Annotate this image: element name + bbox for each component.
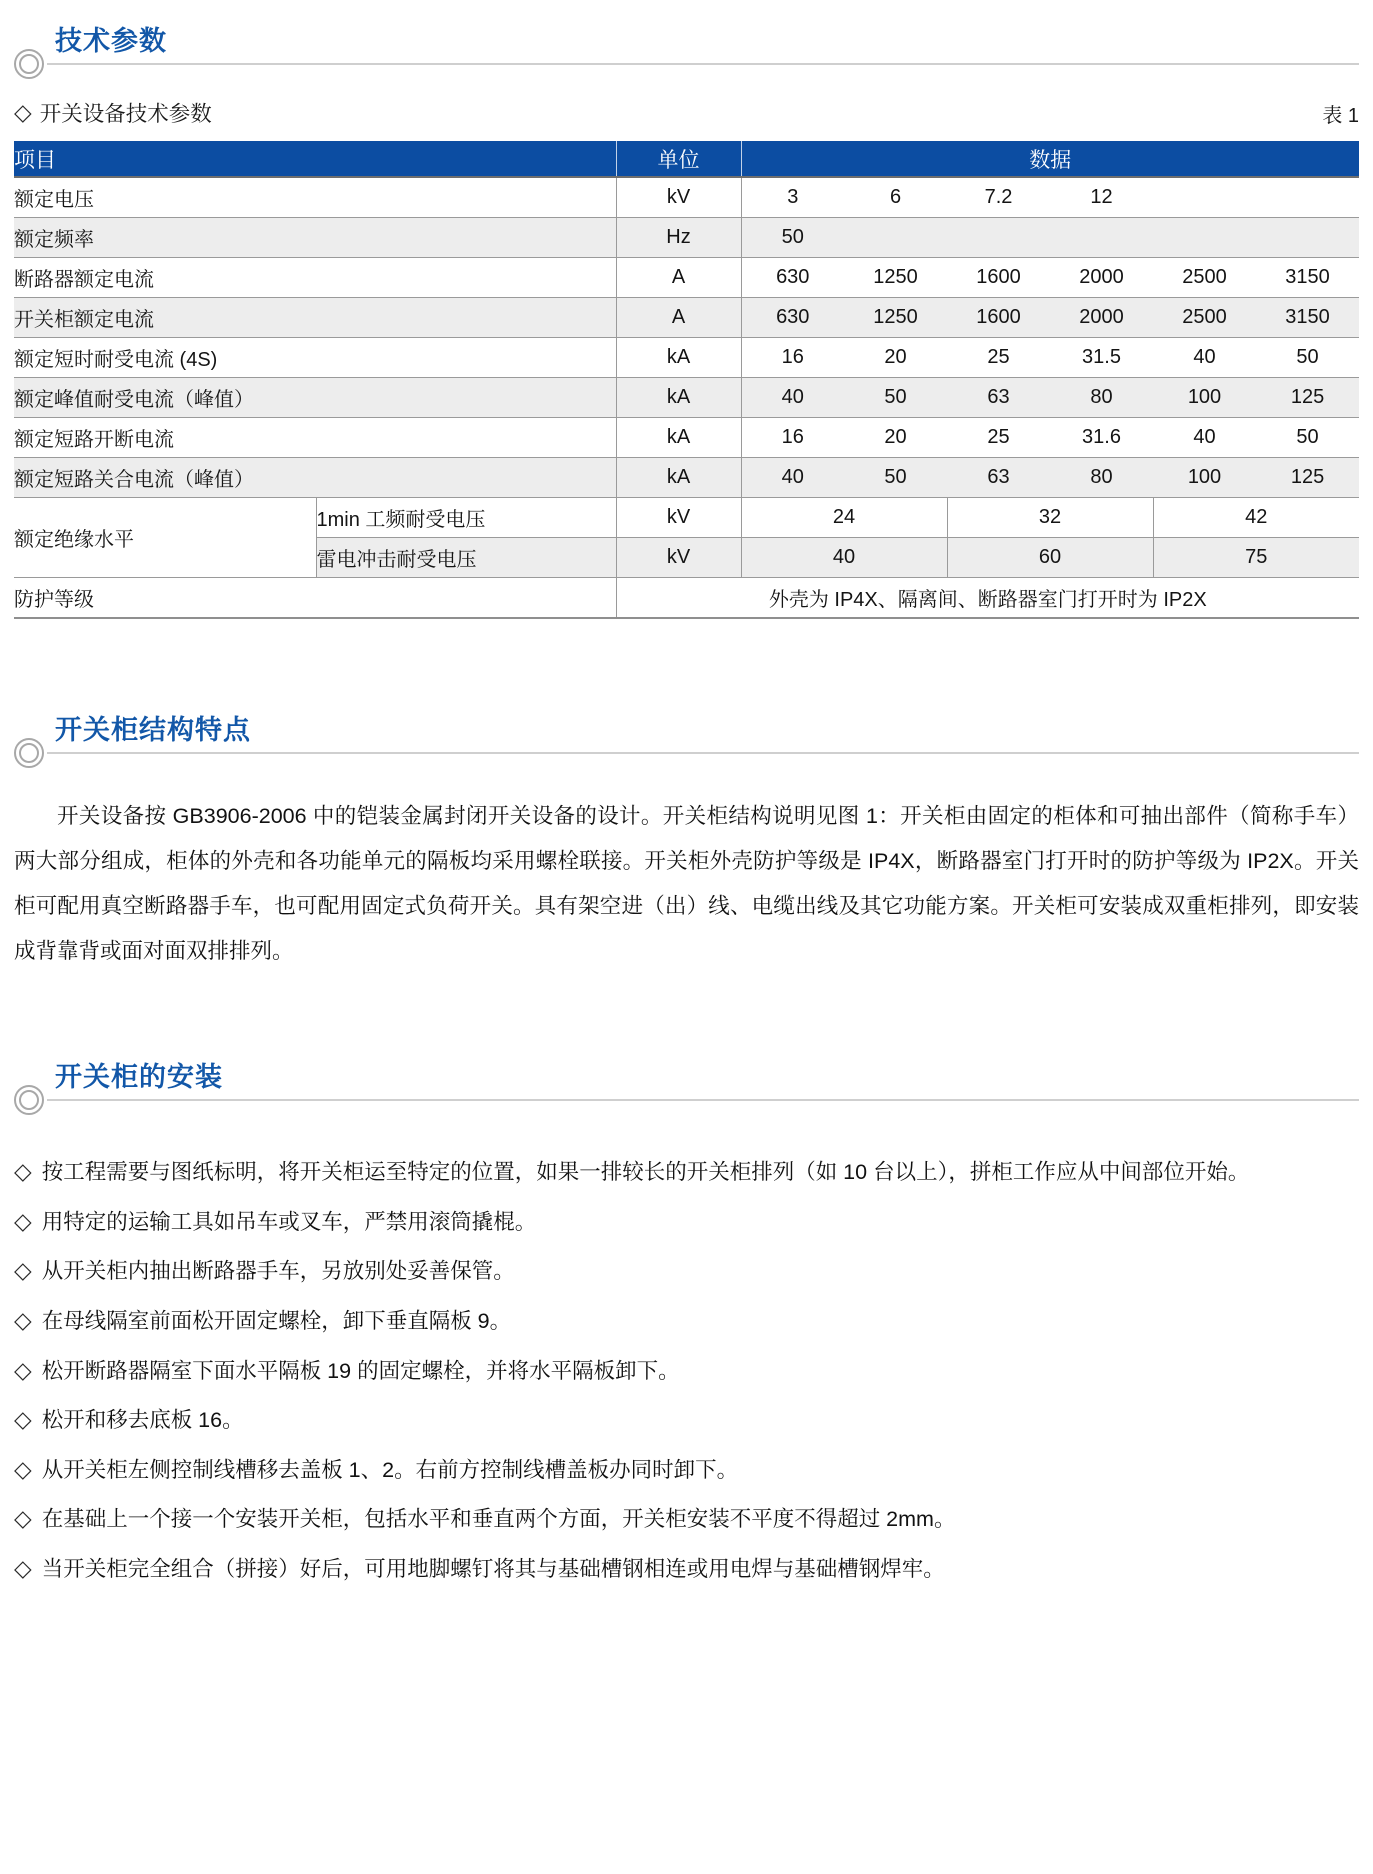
col-header-data: 数据: [741, 141, 1359, 177]
section-head-structure: [14, 715, 1359, 770]
row-value: 125: [1256, 378, 1359, 418]
row-value: [1050, 218, 1153, 258]
row-value: 100: [1153, 378, 1256, 418]
row-unit: kV: [616, 177, 741, 218]
section-install: [14, 1062, 1359, 1582]
row-value: 2500: [1153, 258, 1256, 298]
row-value-group: 40: [741, 538, 947, 578]
row-value: 50: [741, 218, 844, 258]
row-value-group: 75: [1153, 538, 1359, 578]
table-row: [14, 378, 1359, 418]
row-value: 31.6: [1050, 418, 1153, 458]
row-value: 7.2: [947, 177, 1050, 218]
table-row: [14, 258, 1359, 298]
row-value: 100: [1153, 458, 1256, 498]
row-value: [1256, 177, 1359, 218]
ring-icon: [14, 49, 44, 79]
row-label: 额定电压: [14, 177, 616, 218]
ring-inner-icon: [19, 54, 39, 74]
table-row: [14, 458, 1359, 498]
row-unit: kA: [616, 338, 741, 378]
row-label: 额定峰值耐受电流（峰值）: [14, 378, 616, 418]
row-value: 3: [741, 177, 844, 218]
row-value: 25: [947, 338, 1050, 378]
row-value: [844, 218, 947, 258]
list-item: [14, 1158, 1359, 1185]
table-row-insulation-1: [14, 498, 1359, 538]
row-value: 63: [947, 458, 1050, 498]
row-value: 2500: [1153, 298, 1256, 338]
table-row: [14, 298, 1359, 338]
row-value: 50: [1256, 338, 1359, 378]
col-header-item: 项目: [14, 141, 616, 177]
table-row: [14, 338, 1359, 378]
row-value: 63: [947, 378, 1050, 418]
protection-value: 外壳为 IP4X、隔离间、断路器室门打开时为 IP2X: [616, 578, 1359, 619]
row-value: 31.5: [1050, 338, 1153, 378]
ring-inner-icon: [19, 743, 39, 763]
row-label: 额定短路关合电流（峰值）: [14, 458, 616, 498]
diamond-bullet-icon: ◇: [14, 1257, 32, 1284]
row-value: 16: [741, 418, 844, 458]
section-tech-params: [14, 26, 1359, 81]
table-row-protection: [14, 578, 1359, 619]
row-value: 40: [741, 458, 844, 498]
table-caption-text: 开关设备技术参数: [39, 102, 212, 126]
diamond-bullet-icon: ◇: [14, 1505, 32, 1532]
row-label-insulation: 额定绝缘水平: [14, 498, 316, 578]
diamond-bullet-icon: ◇: [14, 1306, 32, 1333]
list-item-text: 从开关柜左侧控制线槽移去盖板 1、2。右前方控制线槽盖板办同时卸下。: [41, 1457, 739, 1482]
row-value: 12: [1050, 177, 1153, 218]
diamond-bullet-icon: ◇: [14, 1455, 32, 1482]
list-item-text: 当开关柜完全组合（拼接）好后，可用地脚螺钉将其与基础槽钢相连或用电焊与基础槽钢焊牢。: [41, 1557, 945, 1582]
structure-paragraph: 开关设备按 GB3906-2006 中的铠装金属封闭开关设备的设计。开关柜结构说明见图 1：开关柜由固定的柜体和可抽出部件（简称手车）两大部分组成，柜体的外壳和各功能单元的隔板均采用螺栓联接。开关柜外壳防护等级是 IP4X，断路器室门打开时的防护等级为 IP2X。开关柜可配用真空断路器手车，也可配用固定式负荷开关。具有架空进（出）线、电缆出线及其它功能方案。开关柜可安装成双重柜排列，即安装成背靠背或面对面双排排列。: [14, 804, 1359, 963]
diamond-bullet-icon: ◇: [14, 99, 32, 125]
row-label: 断路器额定电流: [14, 258, 616, 298]
list-item: [14, 1406, 1359, 1433]
section-head-install: [14, 1062, 1359, 1117]
table-number-label: 表 1: [1322, 105, 1359, 127]
table-header-row: [14, 141, 1359, 177]
row-value-group: 24: [741, 498, 947, 538]
catalog-page: [0, 26, 1373, 1582]
table-caption: [14, 97, 212, 128]
row-value: 40: [1153, 418, 1256, 458]
row-value: 1250: [844, 258, 947, 298]
row-unit: A: [616, 298, 741, 338]
row-sublabel: 1min 工频耐受电压: [316, 498, 616, 538]
list-item-text: 松开断路器隔室下面水平隔板 19 的固定螺栓，并将水平隔板卸下。: [41, 1358, 680, 1383]
diamond-bullet-icon: ◇: [14, 1406, 32, 1433]
diamond-bullet-icon: ◇: [14, 1207, 32, 1234]
diamond-bullet-icon: ◇: [14, 1555, 32, 1582]
section-title-structure: 开关柜结构特点: [55, 715, 251, 745]
row-value: 1600: [947, 258, 1050, 298]
row-value: 6: [844, 177, 947, 218]
row-value: 80: [1050, 378, 1153, 418]
row-value: 125: [1256, 458, 1359, 498]
row-label: 额定频率: [14, 218, 616, 258]
diamond-bullet-icon: ◇: [14, 1158, 32, 1184]
table-caption-row: [14, 97, 1359, 128]
row-value: 630: [741, 258, 844, 298]
row-value: 40: [741, 378, 844, 418]
row-value: 630: [741, 298, 844, 338]
row-value: [947, 218, 1050, 258]
divider-line: [47, 752, 1359, 754]
row-value: 1600: [947, 298, 1050, 338]
row-value: 50: [844, 378, 947, 418]
row-value: 25: [947, 418, 1050, 458]
row-label: 额定短时耐受电流 (4S): [14, 338, 616, 378]
row-value: 2000: [1050, 258, 1153, 298]
row-value-group: 60: [947, 538, 1153, 578]
section-title-tech-params: 技术参数: [55, 26, 167, 56]
row-value: 1250: [844, 298, 947, 338]
list-item-text: 从开关柜内抽出断路器手车，另放别处妥善保管。: [41, 1259, 515, 1284]
list-item-text: 按工程需要与图纸标明，将开关柜运至特定的位置，如果一排较长的开关柜排列（如 10 台以上），拼柜工作应从中间部位开始。: [41, 1160, 1250, 1184]
row-value: 20: [844, 418, 947, 458]
list-item: [14, 1207, 1359, 1235]
row-value: 2000: [1050, 298, 1153, 338]
list-item: [14, 1455, 1359, 1483]
list-item-text: 在基础上一个接一个安装开关柜，包括水平和垂直两个方面，开关柜安装不平度不得超过 2mm。: [41, 1507, 956, 1532]
row-value: 3150: [1256, 258, 1359, 298]
row-value: 20: [844, 338, 947, 378]
row-value-group: 42: [1153, 498, 1359, 538]
col-header-unit: 单位: [616, 141, 741, 177]
list-item: [14, 1257, 1359, 1284]
row-label: 防护等级: [14, 578, 616, 619]
row-value: 80: [1050, 458, 1153, 498]
install-steps-list: [14, 1158, 1359, 1582]
list-item: [14, 1306, 1359, 1334]
row-value-group: 32: [947, 498, 1153, 538]
ring-icon: [14, 1085, 44, 1115]
row-unit: kA: [616, 418, 741, 458]
row-unit: kA: [616, 378, 741, 418]
list-item: [14, 1555, 1359, 1582]
divider-line: [47, 63, 1359, 65]
row-value: 50: [844, 458, 947, 498]
row-sublabel: 雷电冲击耐受电压: [316, 538, 616, 578]
row-value: [1256, 218, 1359, 258]
row-unit: A: [616, 258, 741, 298]
row-unit: kV: [616, 498, 741, 538]
list-item-text: 用特定的运输工具如吊车或叉车，严禁用滚筒撬棍。: [41, 1209, 537, 1234]
diamond-bullet-icon: ◇: [14, 1356, 32, 1383]
list-item: [14, 1505, 1359, 1532]
section-divider: [14, 47, 1359, 81]
row-value: 16: [741, 338, 844, 378]
table-row: [14, 218, 1359, 258]
row-value: [1153, 218, 1256, 258]
ring-icon: [14, 738, 44, 768]
row-value: 50: [1256, 418, 1359, 458]
list-item-text: 在母线隔室前面松开固定螺栓，卸下垂直隔板 9。: [41, 1308, 512, 1333]
row-unit: Hz: [616, 218, 741, 258]
row-label: 额定短路开断电流: [14, 418, 616, 458]
row-value: 3150: [1256, 298, 1359, 338]
row-value: 40: [1153, 338, 1256, 378]
ring-inner-icon: [19, 1090, 39, 1110]
row-label: 开关柜额定电流: [14, 298, 616, 338]
table-row: [14, 418, 1359, 458]
row-unit: kA: [616, 458, 741, 498]
divider-line: [47, 1099, 1359, 1101]
section-structure: [14, 715, 1359, 974]
section-title-install: 开关柜的安装: [55, 1062, 223, 1092]
list-item-text: 松开和移去底板 16。: [41, 1408, 244, 1433]
list-item: [14, 1356, 1359, 1384]
tech-params-table: [14, 141, 1359, 619]
row-unit: kV: [616, 538, 741, 578]
table-row: [14, 177, 1359, 218]
row-value: [1153, 177, 1256, 218]
